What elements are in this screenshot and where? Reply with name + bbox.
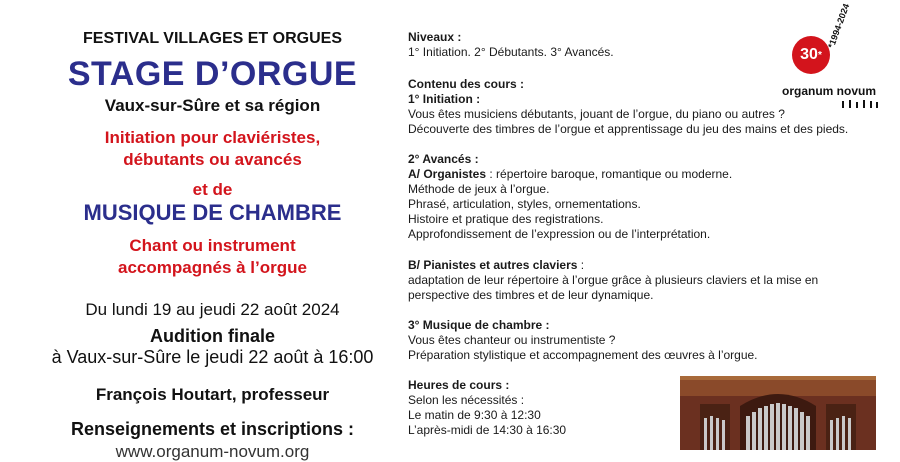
initiation-title: 1° Initiation : (408, 92, 481, 106)
organum-novum-logo (782, 2, 882, 108)
initiation-line-1: Vous êtes musiciens débutants, jouant de l’orgue, du piano ou autres ? (408, 107, 785, 121)
organistes-line (408, 167, 732, 182)
professor-name: François Houtart, professeur (95, 385, 330, 404)
heures-line-2: Le matin de 9:30 à 12:30 (408, 408, 541, 422)
initiation-line-2: débutants ou avancés (123, 150, 302, 169)
festival-heading: FESTIVAL VILLAGES ET ORGUES (83, 30, 342, 47)
anniversary-badge: 30 * (792, 36, 830, 74)
organ-photo (680, 376, 876, 450)
chant-line-2: accompagnés à l’orgue (118, 258, 307, 277)
dates-text: Du lundi 19 au jeudi 22 août 2024 (85, 300, 340, 319)
chant-line-1: Chant ou instrument (129, 236, 296, 255)
heures-line-1: Selon les nécessités : (408, 393, 525, 407)
heures-title: Heures de cours : (408, 378, 510, 392)
chamber-music-title: MUSIQUE DE CHAMBRE (83, 200, 342, 225)
niveaux-title: Niveaux : (408, 30, 462, 44)
organistes-label: A/ Organistes (408, 167, 487, 181)
pianistes-label: B/ Pianistes et autres claviers (408, 258, 578, 272)
info-heading: Renseignements et inscriptions : (70, 419, 355, 439)
contenu-title: Contenu des cours : (408, 77, 525, 91)
heures-line-3: L’après-midi de 14:30 à 16:30 (408, 423, 567, 437)
organ-pipes-icon (840, 100, 880, 108)
avances-line-5: Approfondissement de l’expression ou de l’interprétation. (408, 227, 711, 241)
initiation-line-2: Découverte des timbres de l’orgue et apprentissage du jeu des mains et des pieds. (408, 122, 849, 136)
audition-title: Audition finale (150, 326, 275, 346)
chambre-title: 3° Musique de chambre : (408, 318, 550, 332)
niveaux-text: 1° Initiation. 2° Débutants. 3° Avancés. (408, 45, 614, 59)
avances-title: 2° Avancés : (408, 152, 479, 166)
location-subtitle: Vaux-sur-Sûre et sa région (104, 96, 321, 115)
website-link[interactable]: www.organum-novum.org (115, 442, 310, 461)
audition-place: à Vaux-sur-Sûre le jeudi 22 août à 16:00 (51, 347, 374, 367)
pianistes-line-2: adaptation de leur répertoire à l’orgue grâce à plusieurs claviers et la mise en (408, 273, 819, 287)
initiation-line-1: Initiation pour claviéristes, (104, 128, 321, 147)
and-connector: et de (192, 180, 233, 199)
organ-illustration (680, 376, 876, 450)
pianistes-line (408, 258, 584, 273)
avances-line-4: Histoire et pratique des registrations. (408, 212, 604, 226)
logo-years: *1994-2024 (826, 2, 852, 50)
avances-line-2: Méthode de jeux à l’orgue. (408, 182, 550, 196)
pianistes-line-3: perspective des timbres et de leur dynamique. (408, 288, 654, 302)
avances-line-3: Phrasé, articulation, styles, ornementations. (408, 197, 641, 211)
chambre-line-2: Préparation stylistique et accompagnement des œuvres à l’orgue. (408, 348, 758, 362)
pianistes-text: : (577, 258, 585, 272)
organistes-text: : répertoire baroque, romantique ou moderne. (486, 167, 733, 181)
logo-name: organum novum (782, 84, 877, 98)
chambre-line-1: Vous êtes chanteur ou instrumentiste ? (408, 333, 616, 347)
page-title: STAGE D’ORGUE (67, 55, 358, 93)
